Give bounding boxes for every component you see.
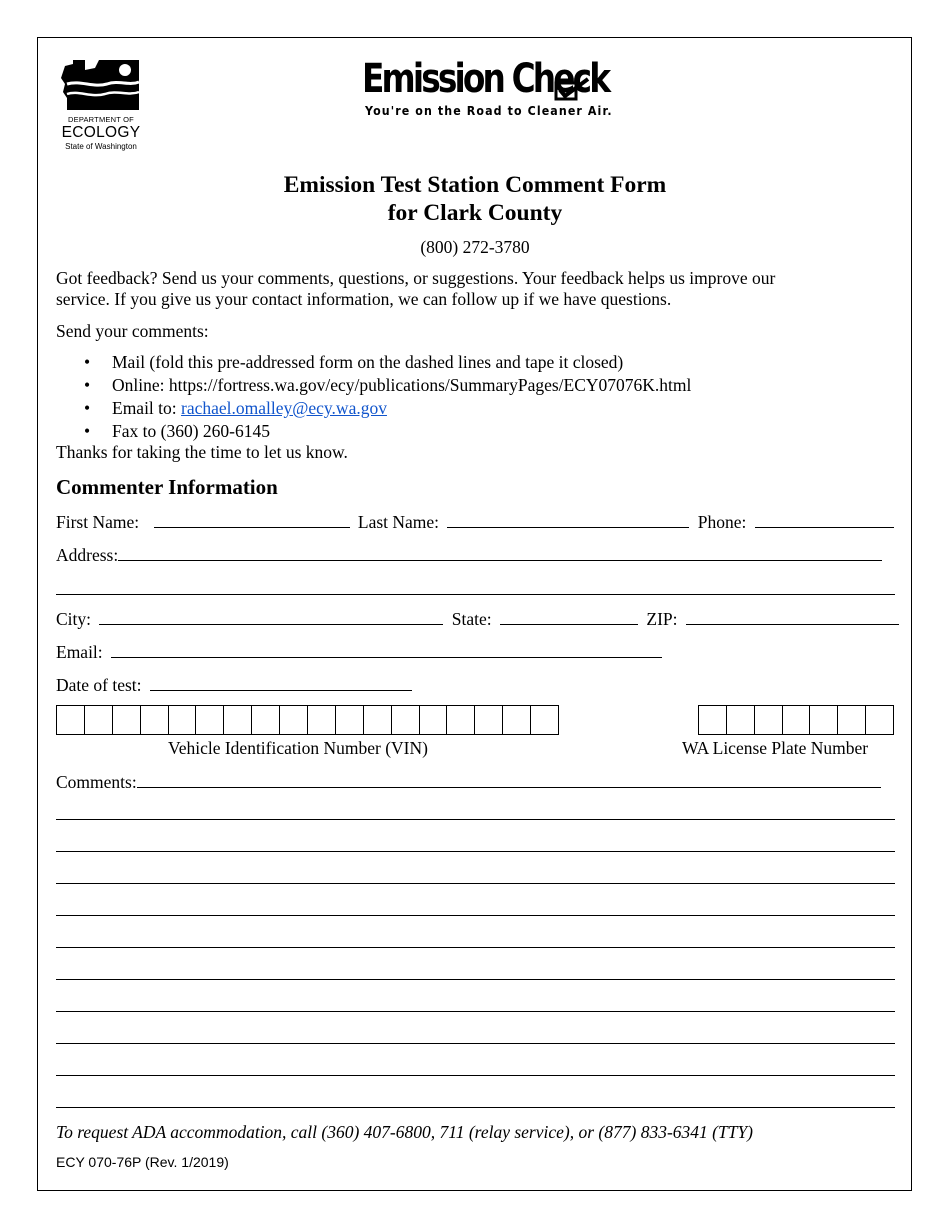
first-name-field[interactable] bbox=[154, 511, 350, 528]
state-label: State: bbox=[451, 609, 492, 629]
vin-boxes[interactable] bbox=[56, 705, 559, 735]
vin-box[interactable] bbox=[85, 706, 113, 734]
zip-label: ZIP: bbox=[646, 609, 678, 629]
name-phone-row bbox=[56, 511, 894, 533]
vin-box[interactable] bbox=[308, 706, 336, 734]
comment-line[interactable] bbox=[56, 883, 895, 884]
list-item bbox=[84, 375, 691, 396]
bullet-online-text: Online: https://fortress.wa.gov/ecy/publications/SummaryPages/ECY07076K.html bbox=[112, 375, 692, 395]
date-of-test-field[interactable] bbox=[150, 674, 412, 691]
plate-box[interactable] bbox=[699, 706, 727, 734]
comment-line[interactable] bbox=[56, 1011, 895, 1012]
phone-label: Phone: bbox=[697, 512, 747, 532]
vin-box[interactable] bbox=[224, 706, 252, 734]
city-state-zip-row bbox=[56, 608, 899, 630]
vin-label: Vehicle Identification Number (VIN) bbox=[168, 738, 428, 758]
email-row bbox=[56, 641, 662, 663]
vin-box[interactable] bbox=[364, 706, 392, 734]
address-label: Address: bbox=[56, 545, 119, 565]
email-field[interactable] bbox=[111, 641, 662, 658]
plate-box[interactable] bbox=[755, 706, 783, 734]
bullet-mail-text: Mail (fold this pre-addressed form on the dashed lines and tape it closed) bbox=[112, 352, 624, 372]
send-comments-label: Send your comments: bbox=[56, 321, 209, 341]
comment-line[interactable] bbox=[56, 979, 895, 980]
bullet-email-text: Email to: bbox=[112, 398, 182, 418]
comment-line[interactable] bbox=[56, 1107, 895, 1108]
washington-state-icon bbox=[59, 58, 143, 114]
page-subtitle: for Clark County bbox=[387, 200, 563, 226]
ecology-logo-state: State of Washington bbox=[65, 142, 137, 151]
emission-check-logo-title: Emission Check bbox=[362, 56, 609, 102]
date-row bbox=[56, 674, 412, 696]
vin-box[interactable] bbox=[169, 706, 197, 734]
phone-field[interactable] bbox=[755, 511, 894, 528]
document-number: ECY 070-76P (Rev. 1/2019) bbox=[56, 1154, 229, 1170]
comments-field[interactable] bbox=[137, 771, 881, 788]
zip-field[interactable] bbox=[686, 608, 899, 625]
vin-box[interactable] bbox=[392, 706, 420, 734]
plate-box[interactable] bbox=[838, 706, 866, 734]
comments-row bbox=[56, 771, 881, 793]
email-label: Email: bbox=[56, 642, 103, 662]
city-field[interactable] bbox=[99, 608, 443, 625]
plate-box[interactable] bbox=[810, 706, 838, 734]
vin-box[interactable] bbox=[336, 706, 364, 734]
comment-line[interactable] bbox=[56, 915, 895, 916]
address-line-2-field[interactable] bbox=[56, 594, 895, 595]
vin-box[interactable] bbox=[531, 706, 558, 734]
vin-box[interactable] bbox=[475, 706, 503, 734]
ecology-logo-name: ECOLOGY bbox=[61, 124, 141, 141]
intro-line-2: service. If you give us your contact information, we can follow up if we have questions. bbox=[56, 289, 672, 309]
vin-box[interactable] bbox=[141, 706, 169, 734]
thanks-text: Thanks for taking the time to let us know. bbox=[56, 442, 348, 462]
bullet-icon: • bbox=[84, 375, 91, 395]
vin-box[interactable] bbox=[252, 706, 280, 734]
emission-check-tagline: You're on the Road to Cleaner Air. bbox=[365, 104, 613, 118]
intro-line-1: Got feedback? Send us your comments, questions, or suggestions. Your feedback helps us improve our bbox=[56, 268, 776, 288]
comments-label: Comments: bbox=[56, 772, 137, 792]
city-label: City: bbox=[56, 609, 92, 629]
comment-line[interactable] bbox=[56, 1075, 895, 1076]
bullet-fax-text: Fax to (360) 260-6145 bbox=[112, 421, 270, 441]
comment-line[interactable] bbox=[56, 819, 895, 820]
last-name-field[interactable] bbox=[447, 511, 689, 528]
ecology-logo-line1: DEPARTMENT OF bbox=[68, 115, 134, 124]
state-field[interactable] bbox=[500, 608, 638, 625]
plate-box[interactable] bbox=[783, 706, 811, 734]
first-name-label: First Name: bbox=[56, 512, 140, 532]
address-row bbox=[56, 544, 882, 566]
bullet-icon: • bbox=[84, 421, 91, 441]
page-title: Emission Test Station Comment Form bbox=[283, 172, 667, 198]
vin-box[interactable] bbox=[447, 706, 475, 734]
list-item bbox=[84, 352, 623, 373]
license-plate-boxes[interactable] bbox=[698, 705, 894, 735]
vin-box[interactable] bbox=[503, 706, 531, 734]
vin-box[interactable] bbox=[57, 706, 85, 734]
comment-line[interactable] bbox=[56, 851, 895, 852]
email-link[interactable]: rachael.omalley@ecy.wa.gov bbox=[181, 398, 387, 418]
address-field[interactable] bbox=[118, 544, 882, 561]
plate-box[interactable] bbox=[866, 706, 893, 734]
header-phone: (800) 272-3780 bbox=[420, 237, 530, 257]
vin-box[interactable] bbox=[420, 706, 448, 734]
vin-box[interactable] bbox=[196, 706, 224, 734]
bullet-icon: • bbox=[84, 398, 91, 418]
vin-box[interactable] bbox=[113, 706, 141, 734]
checkbox-check-icon bbox=[554, 77, 590, 101]
ada-notice: To request ADA accommodation, call (360) 407-6800, 711 (relay service), or (877) 833-6341 (TTY) bbox=[56, 1122, 754, 1142]
last-name-label: Last Name: bbox=[357, 512, 440, 532]
license-plate-label: WA License Plate Number bbox=[682, 738, 869, 758]
bullet-icon: • bbox=[84, 352, 91, 372]
comment-line[interactable] bbox=[56, 1043, 895, 1044]
vin-box[interactable] bbox=[280, 706, 308, 734]
list-item bbox=[84, 398, 387, 419]
date-of-test-label: Date of test: bbox=[56, 675, 142, 695]
comment-line[interactable] bbox=[56, 947, 895, 948]
list-item bbox=[84, 421, 270, 442]
plate-box[interactable] bbox=[727, 706, 755, 734]
section-heading: Commenter Information bbox=[56, 475, 278, 499]
